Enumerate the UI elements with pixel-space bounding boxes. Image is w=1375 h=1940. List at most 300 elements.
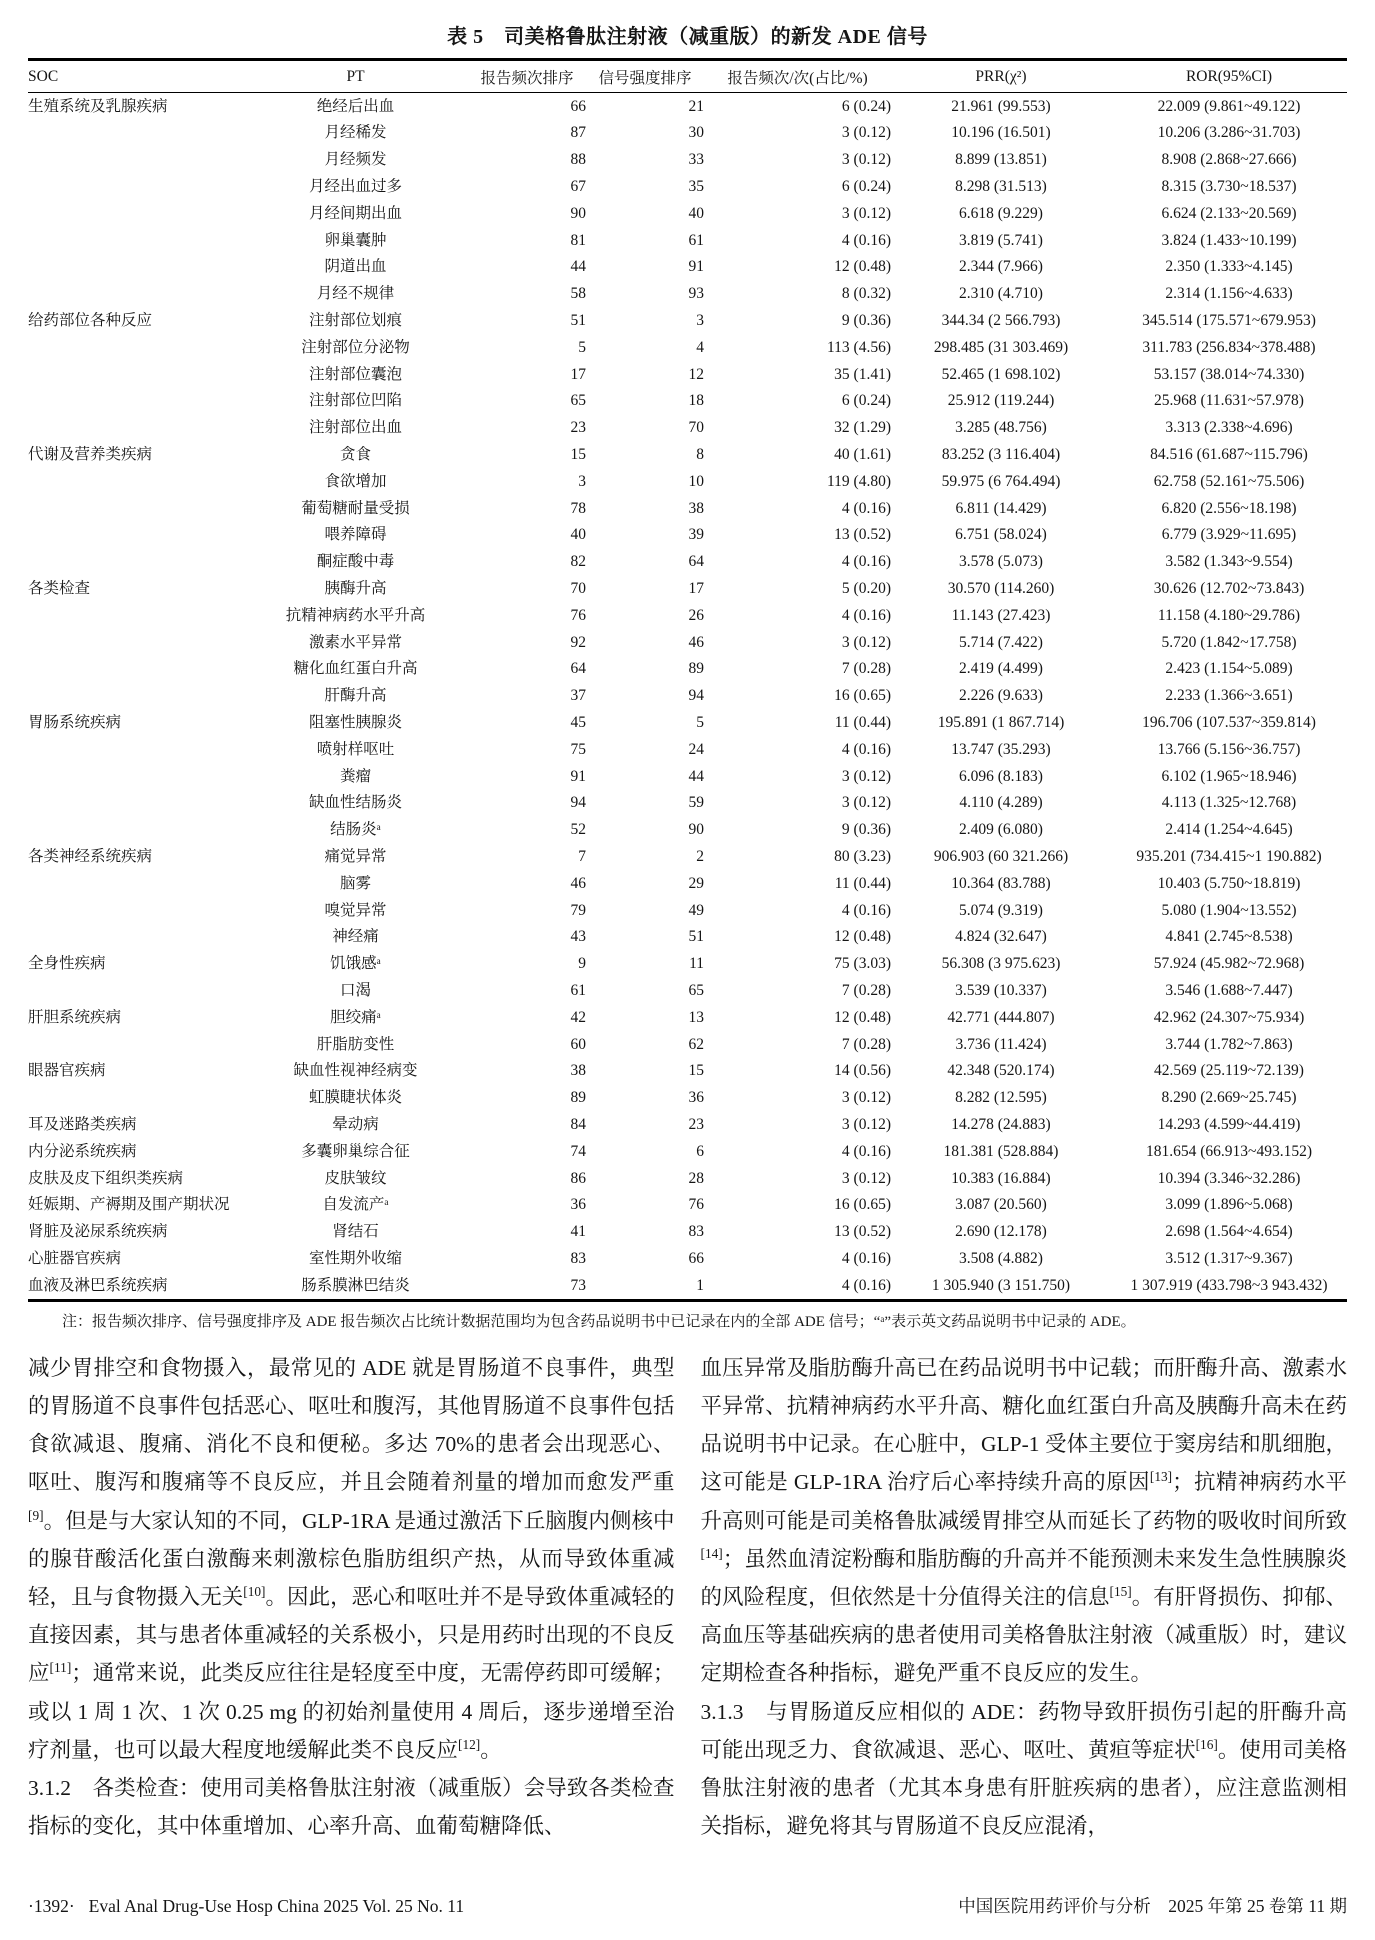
prr-cell: 2.310 (4.710) <box>959 285 1043 303</box>
freq-pct-cell: 7 (0.28) <box>841 660 891 678</box>
soc-cell <box>28 683 243 710</box>
signal-rank-cell: 1 <box>696 1276 704 1294</box>
soc-cell: 肝胆系统疾病 <box>28 1008 122 1026</box>
signal-rank-cell: 5 <box>696 713 704 731</box>
signal-rank-cell: 38 <box>688 499 704 517</box>
table-row <box>28 1218 1347 1245</box>
freq-rank-cell: 37 <box>570 687 586 705</box>
signal-rank-cell: 91 <box>688 258 704 276</box>
pt-cell: 注射部位划痕 <box>308 312 402 330</box>
signal-rank-cell: 59 <box>688 794 704 812</box>
ror-cell: 13.766 (5.156~36.757) <box>1157 740 1301 758</box>
signal-rank-cell: 6 <box>696 1142 704 1160</box>
table-row <box>28 1031 1347 1058</box>
freq-pct-cell: 4 (0.16) <box>841 1249 891 1267</box>
table-row <box>28 1165 1347 1192</box>
pt-cell: 室性期外收缩 <box>308 1249 402 1267</box>
pt-cell: 月经不规律 <box>316 285 395 303</box>
table-row <box>28 736 1347 763</box>
ror-cell: 8.290 (2.669~25.745) <box>1161 1089 1297 1107</box>
table-row <box>28 388 1347 415</box>
pt-cell: 绝经后出血 <box>316 97 395 115</box>
table-row <box>28 200 1347 227</box>
freq-pct-cell: 113 (4.56) <box>827 338 891 356</box>
signal-rank-cell: 90 <box>688 821 704 839</box>
freq-pct-cell: 32 (1.29) <box>834 419 891 437</box>
table-row <box>28 441 1347 468</box>
table-row <box>28 790 1347 817</box>
freq-rank-cell: 75 <box>570 740 586 758</box>
soc-cell <box>28 468 243 495</box>
soc-cell <box>28 522 243 549</box>
freq-rank-cell: 42 <box>570 1008 586 1026</box>
freq-pct-cell: 13 (0.52) <box>834 1223 891 1241</box>
freq-pct-cell: 11 (0.44) <box>834 874 891 892</box>
ror-cell: 84.516 (61.687~115.796) <box>1150 446 1308 463</box>
freq-rank-cell: 91 <box>570 767 586 785</box>
soc-cell <box>28 790 243 817</box>
ror-cell: 14.293 (4.599~44.419) <box>1157 1115 1301 1133</box>
freq-rank-cell: 65 <box>570 392 586 410</box>
signal-rank-cell: 94 <box>688 687 704 705</box>
ror-cell: 2.698 (1.564~4.654) <box>1165 1223 1293 1241</box>
freq-pct-cell: 4 (0.16) <box>841 606 891 624</box>
ror-cell: 196.706 (107.537~359.814) <box>1142 713 1316 731</box>
pt-cell: 抗精神病药水平升高 <box>285 606 426 624</box>
table-row <box>28 93 1347 120</box>
soc-cell <box>28 281 243 308</box>
signal-rank-cell: 61 <box>688 231 704 249</box>
pt-cell: 食欲增加 <box>324 472 387 490</box>
ror-cell: 57.924 (45.982~72.968) <box>1153 955 1305 973</box>
soc-cell <box>28 200 243 227</box>
table-row <box>28 977 1347 1004</box>
pt-cell: 脑雾 <box>339 874 371 892</box>
table-row <box>28 227 1347 254</box>
page-footer <box>28 1893 1347 1918</box>
pt-cell: 口渴 <box>339 981 371 999</box>
freq-pct-cell: 75 (3.03) <box>834 955 891 973</box>
freq-pct-cell: 3 (0.12) <box>841 124 891 142</box>
table-row <box>28 281 1347 308</box>
freq-rank-cell: 44 <box>570 258 586 276</box>
freq-rank-cell: 79 <box>570 901 586 919</box>
table-row <box>28 1192 1347 1219</box>
pt-cell: 葡萄糖耐量受损 <box>301 499 410 517</box>
freq-rank-cell: 51 <box>570 312 586 330</box>
freq-pct-cell: 14 (0.56) <box>834 1062 891 1080</box>
freq-pct-cell: 16 (0.65) <box>834 1196 891 1214</box>
soc-cell <box>28 549 243 576</box>
pt-cell: 晕动病 <box>332 1115 379 1133</box>
soc-cell: 妊娠期、产褥期及围产期状况 <box>28 1196 230 1214</box>
table-row <box>28 843 1347 870</box>
soc-cell <box>28 173 243 200</box>
prr-cell: 1 305.940 (3 151.750) <box>931 1276 1071 1294</box>
prr-cell: 3.539 (10.337) <box>955 981 1047 999</box>
table-row <box>28 1058 1347 1085</box>
ror-cell: 6.102 (1.965~18.946) <box>1161 767 1297 785</box>
prr-cell: 13.747 (35.293) <box>951 740 1051 758</box>
freq-rank-cell: 84 <box>570 1115 586 1133</box>
pt-cell: 自发流产ᵃ <box>322 1196 389 1214</box>
freq-rank-cell: 15 <box>570 446 586 463</box>
signal-rank-cell: 15 <box>688 1062 704 1080</box>
soc-cell: 各类检查 <box>28 579 91 597</box>
freq-pct-cell: 8 (0.32) <box>841 285 891 303</box>
table-row <box>28 495 1347 522</box>
pt-cell: 注射部位凹陷 <box>308 392 402 410</box>
soc-cell: 心脏器官疾病 <box>28 1249 122 1267</box>
pt-cell: 肾结石 <box>332 1223 379 1241</box>
ror-cell: 181.654 (66.913~493.152) <box>1146 1142 1312 1160</box>
freq-rank-cell: 86 <box>570 1169 586 1187</box>
soc-cell <box>28 817 243 844</box>
freq-rank-cell: 64 <box>570 660 586 678</box>
signal-rank-cell: 33 <box>688 151 704 169</box>
soc-cell <box>28 656 243 683</box>
col-header-soc: SOC <box>28 60 243 93</box>
col-header-signal-rank: 信号强度排序 <box>586 60 704 93</box>
signal-rank-cell: 65 <box>688 981 704 999</box>
freq-rank-cell: 76 <box>570 606 586 624</box>
page-number: ·1392· <box>28 1896 75 1916</box>
soc-cell <box>28 415 243 442</box>
soc-cell <box>28 1084 243 1111</box>
freq-pct-cell: 6 (0.24) <box>841 97 891 115</box>
table-row <box>28 656 1347 683</box>
signal-rank-cell: 83 <box>688 1223 704 1241</box>
freq-pct-cell: 4 (0.16) <box>841 901 891 919</box>
table-row <box>28 1084 1347 1111</box>
freq-pct-cell: 3 (0.12) <box>841 633 891 651</box>
table-row <box>28 924 1347 951</box>
table-row <box>28 683 1347 710</box>
soc-cell: 生殖系统及乳腺疾病 <box>28 97 168 115</box>
ror-cell: 10.403 (5.750~18.819) <box>1157 874 1301 892</box>
paragraph-section-3-1-2: 3.1.2 各类检查：使用司美格鲁肽注射液（减重版）会导致各类检查指标的变化，其中体重增加、心率升高、血葡萄糖降低、 <box>28 1776 675 1839</box>
freq-rank-cell: 74 <box>570 1142 586 1160</box>
ror-cell: 2.414 (1.254~4.645) <box>1165 821 1293 839</box>
table-row <box>28 254 1347 281</box>
footer-left <box>28 1896 464 1917</box>
signal-rank-cell: 76 <box>688 1196 704 1214</box>
paragraph-gi-adverse-events: 减少胃排空和食物摄入，最常见的 ADE 就是胃肠道不良事件，典型的胃肠道不良事件包括恶心、呕吐和腹泻，其他胃肠道不良事件包括食欲减退、腹痛、消化不良和便秘。多达 70%的患者会出现恶心、呕吐、腹泻和腹痛等不良反应，并且会随着剂量的增加而愈发严重[9]。但是与大家认知的不同，GLP-1RA 是通过激活下丘脑腹内侧核中的腺苷酸活化蛋白激酶来刺激棕色脂肪组织产热，从而导致体重减轻，且与食物摄入无关[10]。因此，恶心和呕吐并不是导致体重减轻的直接因素，其与患者体重减轻的关系极小，只是用药时出现的不良反应[11]；通常来说，此类反应往往是轻度至中度，无需停药即可缓解；或以 1 周 1 次、1 次 0.25 mg 的初始剂量使用 4 周后，逐步递增至治疗剂量，也可以最大程度地缓解此类不良反应[12]。 <box>28 1355 675 1762</box>
signal-rank-cell: 17 <box>688 579 704 597</box>
freq-pct-cell: 4 (0.16) <box>841 499 891 517</box>
signal-rank-cell: 8 <box>696 446 704 463</box>
prr-cell: 8.899 (13.851) <box>955 151 1047 169</box>
pt-cell: 虹膜睫状体炎 <box>308 1089 402 1107</box>
freq-pct-cell: 6 (0.24) <box>841 392 891 410</box>
pt-cell: 激素水平异常 <box>308 633 402 651</box>
table-row <box>28 415 1347 442</box>
ror-cell: 42.962 (24.307~75.934) <box>1153 1008 1305 1026</box>
freq-pct-cell: 3 (0.12) <box>841 794 891 812</box>
freq-pct-cell: 13 (0.52) <box>834 526 891 544</box>
signal-rank-cell: 46 <box>688 633 704 651</box>
signal-rank-cell: 11 <box>689 955 704 973</box>
freq-pct-cell: 12 (0.48) <box>834 258 891 276</box>
table-title: 表 5 司美格鲁肽注射液（减重版）的新发 ADE 信号 <box>447 26 928 48</box>
table-row <box>28 549 1347 576</box>
prr-cell: 6.751 (58.024) <box>955 526 1047 544</box>
soc-cell: 眼器官疾病 <box>28 1062 106 1080</box>
prr-cell: 21.961 (99.553) <box>951 97 1051 115</box>
signal-rank-cell: 13 <box>688 1008 704 1026</box>
freq-pct-cell: 3 (0.12) <box>841 767 891 785</box>
signal-rank-cell: 26 <box>688 606 704 624</box>
pt-cell: 月经稀发 <box>324 124 387 142</box>
soc-cell: 代谢及营养类疾病 <box>28 446 153 463</box>
signal-rank-cell: 3 <box>696 312 704 330</box>
pt-cell: 贪食 <box>339 446 371 463</box>
soc-cell <box>28 870 243 897</box>
pt-cell: 喂养障碍 <box>324 526 387 544</box>
prr-cell: 4.824 (32.647) <box>955 928 1047 946</box>
freq-pct-cell: 4 (0.16) <box>841 1276 891 1294</box>
freq-pct-cell: 12 (0.48) <box>834 928 891 946</box>
prr-cell: 5.074 (9.319) <box>959 901 1043 919</box>
freq-rank-cell: 83 <box>570 1249 586 1267</box>
soc-cell: 各类神经系统疾病 <box>28 847 153 865</box>
prr-cell: 14.278 (24.883) <box>951 1115 1051 1133</box>
table-row <box>28 870 1347 897</box>
signal-rank-cell: 18 <box>688 392 704 410</box>
prr-cell: 4.110 (4.289) <box>959 794 1043 812</box>
table-body <box>28 93 1347 1301</box>
pt-cell: 酮症酸中毒 <box>316 553 395 571</box>
freq-rank-cell: 81 <box>570 231 586 249</box>
prr-cell: 8.298 (31.513) <box>955 178 1047 196</box>
prr-cell: 6.811 (14.429) <box>955 499 1047 517</box>
freq-rank-cell: 7 <box>578 847 586 865</box>
table-row <box>28 147 1347 174</box>
journal-name-en: Eval Anal Drug-Use Hosp China 2025 Vol. 25 No. 11 <box>88 1896 465 1916</box>
prr-cell: 3.285 (48.756) <box>955 419 1047 437</box>
freq-pct-cell: 6 (0.24) <box>841 178 891 196</box>
table-row <box>28 1272 1347 1300</box>
soc-cell: 耳及迷路类疾病 <box>28 1115 137 1133</box>
soc-cell <box>28 629 243 656</box>
table-note: 注：报告频次排序、信号强度排序及 ADE 报告频次占比统计数据范围均为包含药品说明书中已记录在内的全部 ADE 信号；“ᵃ”表示英文药品说明书中记录的 ADE。 <box>62 1313 1136 1330</box>
prr-cell: 10.364 (83.788) <box>951 874 1051 892</box>
ror-cell: 3.099 (1.896~5.068) <box>1165 1196 1293 1214</box>
pt-cell: 粪瘤 <box>339 767 371 785</box>
prr-cell: 3.087 (20.560) <box>955 1196 1047 1214</box>
freq-pct-cell: 3 (0.12) <box>841 1115 891 1133</box>
signal-rank-cell: 66 <box>688 1249 704 1267</box>
ror-cell: 3.744 (1.782~7.863) <box>1165 1035 1293 1053</box>
prr-cell: 59.975 (6 764.494) <box>941 472 1061 490</box>
soc-cell <box>28 763 243 790</box>
prr-cell: 8.282 (12.595) <box>955 1089 1047 1107</box>
freq-rank-cell: 5 <box>578 338 586 356</box>
ror-cell: 2.350 (1.333~4.145) <box>1165 258 1293 276</box>
soc-cell <box>28 924 243 951</box>
freq-rank-cell: 38 <box>570 1062 586 1080</box>
soc-cell <box>28 602 243 629</box>
table-row <box>28 361 1347 388</box>
soc-cell <box>28 254 243 281</box>
freq-rank-cell: 46 <box>570 874 586 892</box>
prr-cell: 3.819 (5.741) <box>959 231 1043 249</box>
pt-cell: 喷射样呕吐 <box>316 740 395 758</box>
signal-rank-cell: 10 <box>688 472 704 490</box>
soc-cell: 肾脏及泌尿系统疾病 <box>28 1223 168 1241</box>
freq-rank-cell: 73 <box>570 1276 586 1294</box>
freq-rank-cell: 9 <box>578 955 586 973</box>
freq-pct-cell: 3 (0.12) <box>841 1089 891 1107</box>
table-header <box>28 60 1347 93</box>
ror-cell: 3.582 (1.343~9.554) <box>1165 553 1293 571</box>
freq-rank-cell: 89 <box>570 1089 586 1107</box>
soc-cell: 全身性疾病 <box>28 955 106 973</box>
signal-rank-cell: 40 <box>688 204 704 222</box>
freq-rank-cell: 43 <box>570 928 586 946</box>
ror-cell: 62.758 (52.161~75.506) <box>1153 472 1305 490</box>
prr-cell: 5.714 (7.422) <box>959 633 1043 651</box>
freq-rank-cell: 60 <box>570 1035 586 1053</box>
soc-cell <box>28 1031 243 1058</box>
body-column-right <box>701 1349 1348 1846</box>
body-column-left <box>28 1349 675 1846</box>
prr-cell: 25.912 (119.244) <box>947 392 1055 410</box>
freq-rank-cell: 66 <box>570 97 586 115</box>
ror-cell: 42.569 (25.119~72.139) <box>1154 1062 1304 1080</box>
pt-cell: 糖化血红蛋白升高 <box>293 660 418 678</box>
prr-cell: 42.348 (520.174) <box>947 1062 1055 1080</box>
ror-cell: 6.779 (3.929~11.695) <box>1161 526 1297 544</box>
freq-pct-cell: 4 (0.16) <box>841 231 891 249</box>
freq-rank-cell: 36 <box>570 1196 586 1214</box>
prr-cell: 11.143 (27.423) <box>951 606 1051 624</box>
prr-cell: 42.771 (444.807) <box>947 1008 1055 1026</box>
journal-name-cn: 中国医院用药评价与分析 2025 年第 25 卷第 11 期 <box>958 1896 1347 1916</box>
freq-rank-cell: 70 <box>570 579 586 597</box>
freq-rank-cell: 41 <box>570 1223 586 1241</box>
table-row <box>28 307 1347 334</box>
pt-cell: 月经间期出血 <box>308 204 402 222</box>
table-row <box>28 602 1347 629</box>
signal-rank-cell: 62 <box>688 1035 704 1053</box>
freq-pct-cell: 11 (0.44) <box>834 713 891 731</box>
soc-cell: 血液及淋巴系统疾病 <box>28 1276 168 1294</box>
prr-cell: 2.419 (4.499) <box>959 660 1043 678</box>
pt-cell: 阴道出血 <box>324 258 387 276</box>
ror-cell: 25.968 (11.631~57.978) <box>1154 392 1304 410</box>
prr-cell: 906.903 (60 321.266) <box>933 847 1069 865</box>
signal-rank-cell: 51 <box>688 928 704 946</box>
pt-cell: 缺血性视神经病变 <box>293 1062 418 1080</box>
prr-cell: 298.485 (31 303.469) <box>933 338 1069 356</box>
pt-cell: 卵巢囊肿 <box>324 231 387 249</box>
prr-cell: 6.618 (9.229) <box>959 204 1043 222</box>
signal-rank-cell: 49 <box>688 901 704 919</box>
ade-signal-table <box>28 58 1347 1302</box>
prr-cell: 2.409 (6.080) <box>959 821 1043 839</box>
ror-cell: 4.113 (1.325~12.768) <box>1161 794 1297 812</box>
freq-pct-cell: 4 (0.16) <box>841 553 891 571</box>
ror-cell: 8.315 (3.730~18.537) <box>1161 178 1297 196</box>
soc-cell <box>28 977 243 1004</box>
table-row <box>28 120 1347 147</box>
freq-pct-cell: 5 (0.20) <box>841 579 891 597</box>
pt-cell: 缺血性结肠炎 <box>308 794 402 812</box>
ror-cell: 1 307.919 (433.798~3 943.432) <box>1130 1276 1328 1294</box>
pt-cell: 饥饿感ᵃ <box>330 955 381 973</box>
prr-cell: 30.570 (114.260) <box>947 579 1055 597</box>
table-row <box>28 173 1347 200</box>
signal-rank-cell: 21 <box>688 97 704 115</box>
table-row <box>28 897 1347 924</box>
pt-cell: 肝脂肪变性 <box>316 1035 395 1053</box>
ror-cell: 10.394 (3.346~32.286) <box>1157 1169 1301 1187</box>
signal-rank-cell: 4 <box>696 338 704 356</box>
signal-rank-cell: 93 <box>688 285 704 303</box>
col-header-freq-pct: 报告频次/次(占比/%) <box>704 60 891 93</box>
pt-cell: 胰酶升高 <box>324 579 387 597</box>
ror-cell: 22.009 (9.861~49.122) <box>1157 97 1301 115</box>
col-header-freq-rank: 报告频次排序 <box>468 60 586 93</box>
table-row <box>28 817 1347 844</box>
freq-rank-cell: 23 <box>570 419 586 437</box>
table-row <box>28 1138 1347 1165</box>
ror-cell: 3.546 (1.688~7.447) <box>1165 981 1293 999</box>
soc-cell <box>28 227 243 254</box>
pt-cell: 注射部位囊泡 <box>308 365 402 383</box>
table-row <box>28 334 1347 361</box>
table-row <box>28 522 1347 549</box>
signal-rank-cell: 2 <box>696 847 704 865</box>
soc-cell <box>28 897 243 924</box>
soc-cell <box>28 736 243 763</box>
freq-pct-cell: 16 (0.65) <box>834 687 891 705</box>
table-row <box>28 1111 1347 1138</box>
ror-cell: 3.824 (1.433~10.199) <box>1161 231 1297 249</box>
prr-cell: 3.578 (5.073) <box>959 553 1043 571</box>
pt-cell: 嗅觉异常 <box>324 901 387 919</box>
prr-cell: 56.308 (3 975.623) <box>941 955 1061 973</box>
freq-pct-cell: 40 (1.61) <box>834 446 891 463</box>
signal-rank-cell: 29 <box>688 874 704 892</box>
soc-cell <box>28 334 243 361</box>
table-row <box>28 951 1347 978</box>
freq-rank-cell: 52 <box>570 821 586 839</box>
prr-cell: 344.34 (2 566.793) <box>941 312 1061 330</box>
signal-rank-cell: 64 <box>688 553 704 571</box>
pt-cell: 注射部位分泌物 <box>301 338 410 356</box>
freq-pct-cell: 3 (0.12) <box>841 204 891 222</box>
soc-cell: 皮肤及皮下组织类疾病 <box>28 1169 184 1187</box>
table-row <box>28 709 1347 736</box>
body-text <box>28 1349 1347 1846</box>
col-header-prr: PRR(χ²) <box>891 60 1111 93</box>
ror-cell: 2.423 (1.154~5.089) <box>1165 660 1293 678</box>
signal-rank-cell: 35 <box>688 178 704 196</box>
soc-cell <box>28 495 243 522</box>
pt-cell: 月经频发 <box>324 151 387 169</box>
paragraph-lab-indicators: 血压异常及脂肪酶升高已在药品说明书中记载；而肝酶升高、激素水平异常、抗精神病药水平升高、糖化血红蛋白升高及胰酶升高未在药品说明书中记录。在心脏中，GLP-1 受体主要位于窦房结和肌细胞，这可能是 GLP-1RA 治疗后心率持续升高的原因[13]；抗精神病药水平升高则可能是司美格鲁肽减缓胃排空从而延长了药物的吸收时间所致[14]；虽然血清淀粉酶和脂肪酶的升高并不能预测未来发生急性胰腺炎的风险程度，但依然是十分值得关注的信息[15]。有肝肾损伤、抑郁、高血压等基础疾病的患者使用司美格鲁肽注射液（减重版）时，建议定期检查各种指标，避免严重不良反应的发生。 <box>700 1355 1347 1686</box>
pt-cell: 多囊卵巢综合征 <box>301 1142 410 1160</box>
ror-cell: 53.157 (38.014~74.330) <box>1153 365 1305 383</box>
signal-rank-cell: 36 <box>688 1089 704 1107</box>
table-row <box>28 468 1347 495</box>
pt-cell: 肝酶升高 <box>324 687 387 705</box>
pt-cell: 注射部位出血 <box>308 419 402 437</box>
prr-cell: 10.383 (16.884) <box>951 1169 1051 1187</box>
soc-cell: 胃肠系统疾病 <box>28 713 122 731</box>
